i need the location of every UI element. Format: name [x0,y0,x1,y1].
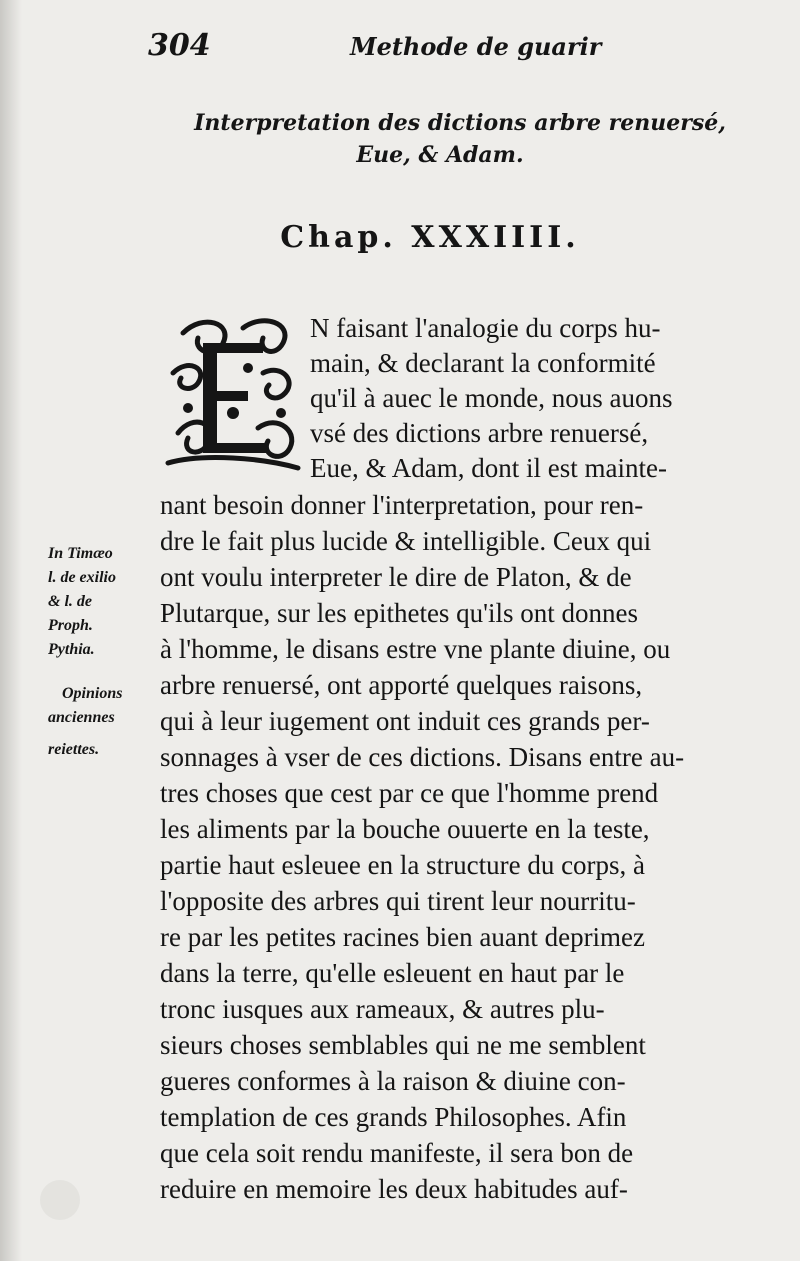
body-text-line: tronc iusques aux rameaux, & autres plu- [160,994,605,1024]
body-text-line: les aliments par la bouche ouuerte en la teste, [160,814,650,844]
body-text-line: gueres conformes à la raison & diuine con- [160,1066,626,1096]
running-title: Methode de guarir [350,32,602,61]
marginal-note-line: reiettes. [48,741,100,758]
body-text-line: qu'il à auec le monde, nous auons [310,383,673,413]
body-text-line: ont voulu interpreter le dire de Platon, & de [160,562,632,592]
body-text-line: re par les petites racines bien auant deprimez [160,922,646,952]
body-text-line: reduire en memoire les deux habitudes auf- [160,1174,628,1204]
body-text-line: vsé des dictions arbre renuersé, [310,418,649,448]
page-header [0,28,800,68]
section-title-line-1: Interpretation des dictions arbre renuersé, [194,110,726,136]
body-text-line: tres choses que cest par ce que l'homme prend [160,778,659,808]
body-text-line: l'opposite des arbres qui tirent leur nourritu- [160,886,636,916]
body-text-line: que cela soit rendu manifeste, il sera bon de [160,1138,634,1168]
body-text-line: à l'homme, le disans estre vne plante diuine, ou [160,634,671,664]
body-text-line: Eue, & Adam, dont il est mainte- [310,453,667,483]
body-text-line: Plutarque, sur les epithetes qu'ils ont donnes [160,598,639,628]
body-text-line: qui à leur iugement ont induit ces grands per- [160,706,650,736]
marginal-note-line: Pythia. [48,641,95,658]
body-text-line: nant besoin donner l'interpretation, pour ren- [160,490,644,520]
body-text-line: dans la terre, qu'elle esleuent en haut par le [160,958,625,988]
body-text-line: main, & declarant la conformité [310,348,656,378]
marginal-note-line: Opinions [62,685,123,702]
body-text-line: dre le fait plus lucide & intelligible. Ceux qui [160,526,652,556]
body-text-line: arbre renuersé, ont apporté quelques raisons, [160,670,643,700]
marginal-note-line: & l. de [48,593,92,610]
body-text-line: sonnages à vser de ces dictions. Disans entre au- [160,742,685,772]
body-text-line: templation de ces grands Philosophes. Afin [160,1102,627,1132]
body-text-line: partie haut esleuee en la structure du corps, à [160,850,646,880]
chapter-heading: Chap. XXXIIII. [280,220,580,255]
marginal-note-line: anciennes [48,709,115,726]
page-number: 304 [148,28,211,63]
marginal-note-line: l. de exilio [48,569,116,586]
body-text-line: sieurs choses semblables qui ne me semblent [160,1030,646,1060]
decorated-initial-e-icon [163,313,303,473]
page-gutter-shadow [0,0,22,1261]
section-title-line-2: Eue, & Adam. [356,142,524,168]
marginal-note-line: In Timæo [48,545,113,562]
marginal-note-line: Proph. [48,617,93,634]
paper-stain [40,1180,80,1220]
body-text-line: N faisant l'analogie du corps hu- [310,313,661,343]
